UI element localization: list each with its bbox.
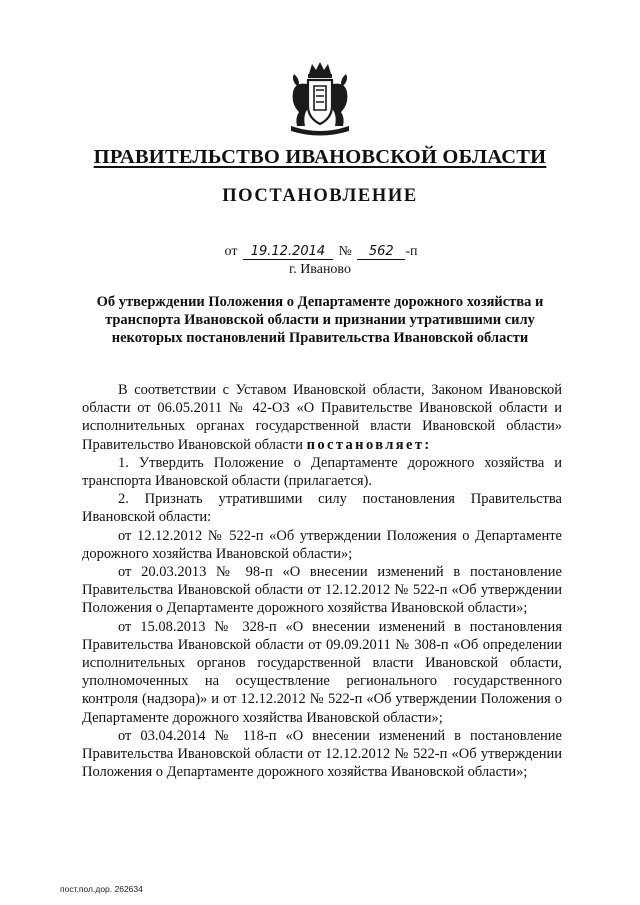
preamble-paragraph — [82, 381, 562, 454]
preamble-text: В соответствии с Уставом Ивановской области, Законом Ивановской области от 06.05.2011 № 42-ОЗ «О Правительстве Ивановской области и исполнительных органах государственной власти Ивановской области» Правительство Ивановской области — [82, 382, 562, 453]
from-label: от — [224, 244, 238, 259]
item-2-paragraph: 2. Признать утратившими силу постановления Правительства Ивановской области: — [82, 491, 562, 526]
item-1-paragraph: 1. Утвердить Положение о Департаменте дорожного хозяйства и транспорта Ивановской области (прилагается). — [82, 454, 562, 490]
decree-city: г. Иваново — [289, 262, 351, 277]
repealed-decree-2: от 20.03.2013 № 98-п «О внесении изменений в постановление Правительства Ивановской области от 12.12.2012 № 522-п «Об утверждении Положения о Департаменте дорожного хозяйства Ивановской области»; — [82, 564, 562, 617]
decree-subject-title: Об утверждении Положения о Департаменте дорожного хозяйства и транспорта Ивановской области и признании утратившими силу некоторых постановлений Правительства Ивановской области — [96, 294, 544, 346]
decree-body — [82, 381, 562, 781]
repealed-decree-3: от 15.08.2013 № 328-п «О внесении изменений в постановления Правительства Ивановской области от 09.09.2011 № 308-п «Об определении исполнительных органов государственной власти Ивановской области, уполномоченных на осуществление регионального государственного контроля (надзора)» и от 12.12.2012 № 522-п «Об утверждении Положения о Департаменте дорожного хозяйства Ивановской области»; — [82, 618, 562, 726]
resolves-word: постановляет: — [306, 436, 432, 453]
government-title-text: ПРАВИТЕЛЬСТВО ИВАНОВСКОЙ ОБЛАСТИ — [93, 146, 547, 168]
document-type-heading: ПОСТАНОВЛЕНИЕ — [222, 186, 418, 206]
decree-number-handwritten: 562 — [357, 244, 405, 260]
government-title — [0, 146, 640, 169]
repealed-decree-1: от 12.12.2012 № 522-п «Об утверждении Положения о Департаменте дорожного хозяйства Ивановской области»; — [82, 527, 562, 562]
number-label: № — [338, 244, 352, 259]
number-suffix: -п — [405, 244, 418, 259]
decree-date-handwritten: 19.12.2014 — [243, 244, 333, 260]
repealed-decree-4: от 03.04.2014 № 118-п «О внесении изменений в постановление Правительства Ивановской области от 12.12.2012 № 522-п «Об утверждении Положения о Департаменте дорожного хозяйства Ивановской области»; — [82, 727, 562, 781]
decree-date-number-line — [0, 244, 640, 260]
coat-of-arms-emblem — [285, 60, 355, 138]
footer-file-reference: пост.пол.дор. 262634 — [60, 884, 143, 894]
